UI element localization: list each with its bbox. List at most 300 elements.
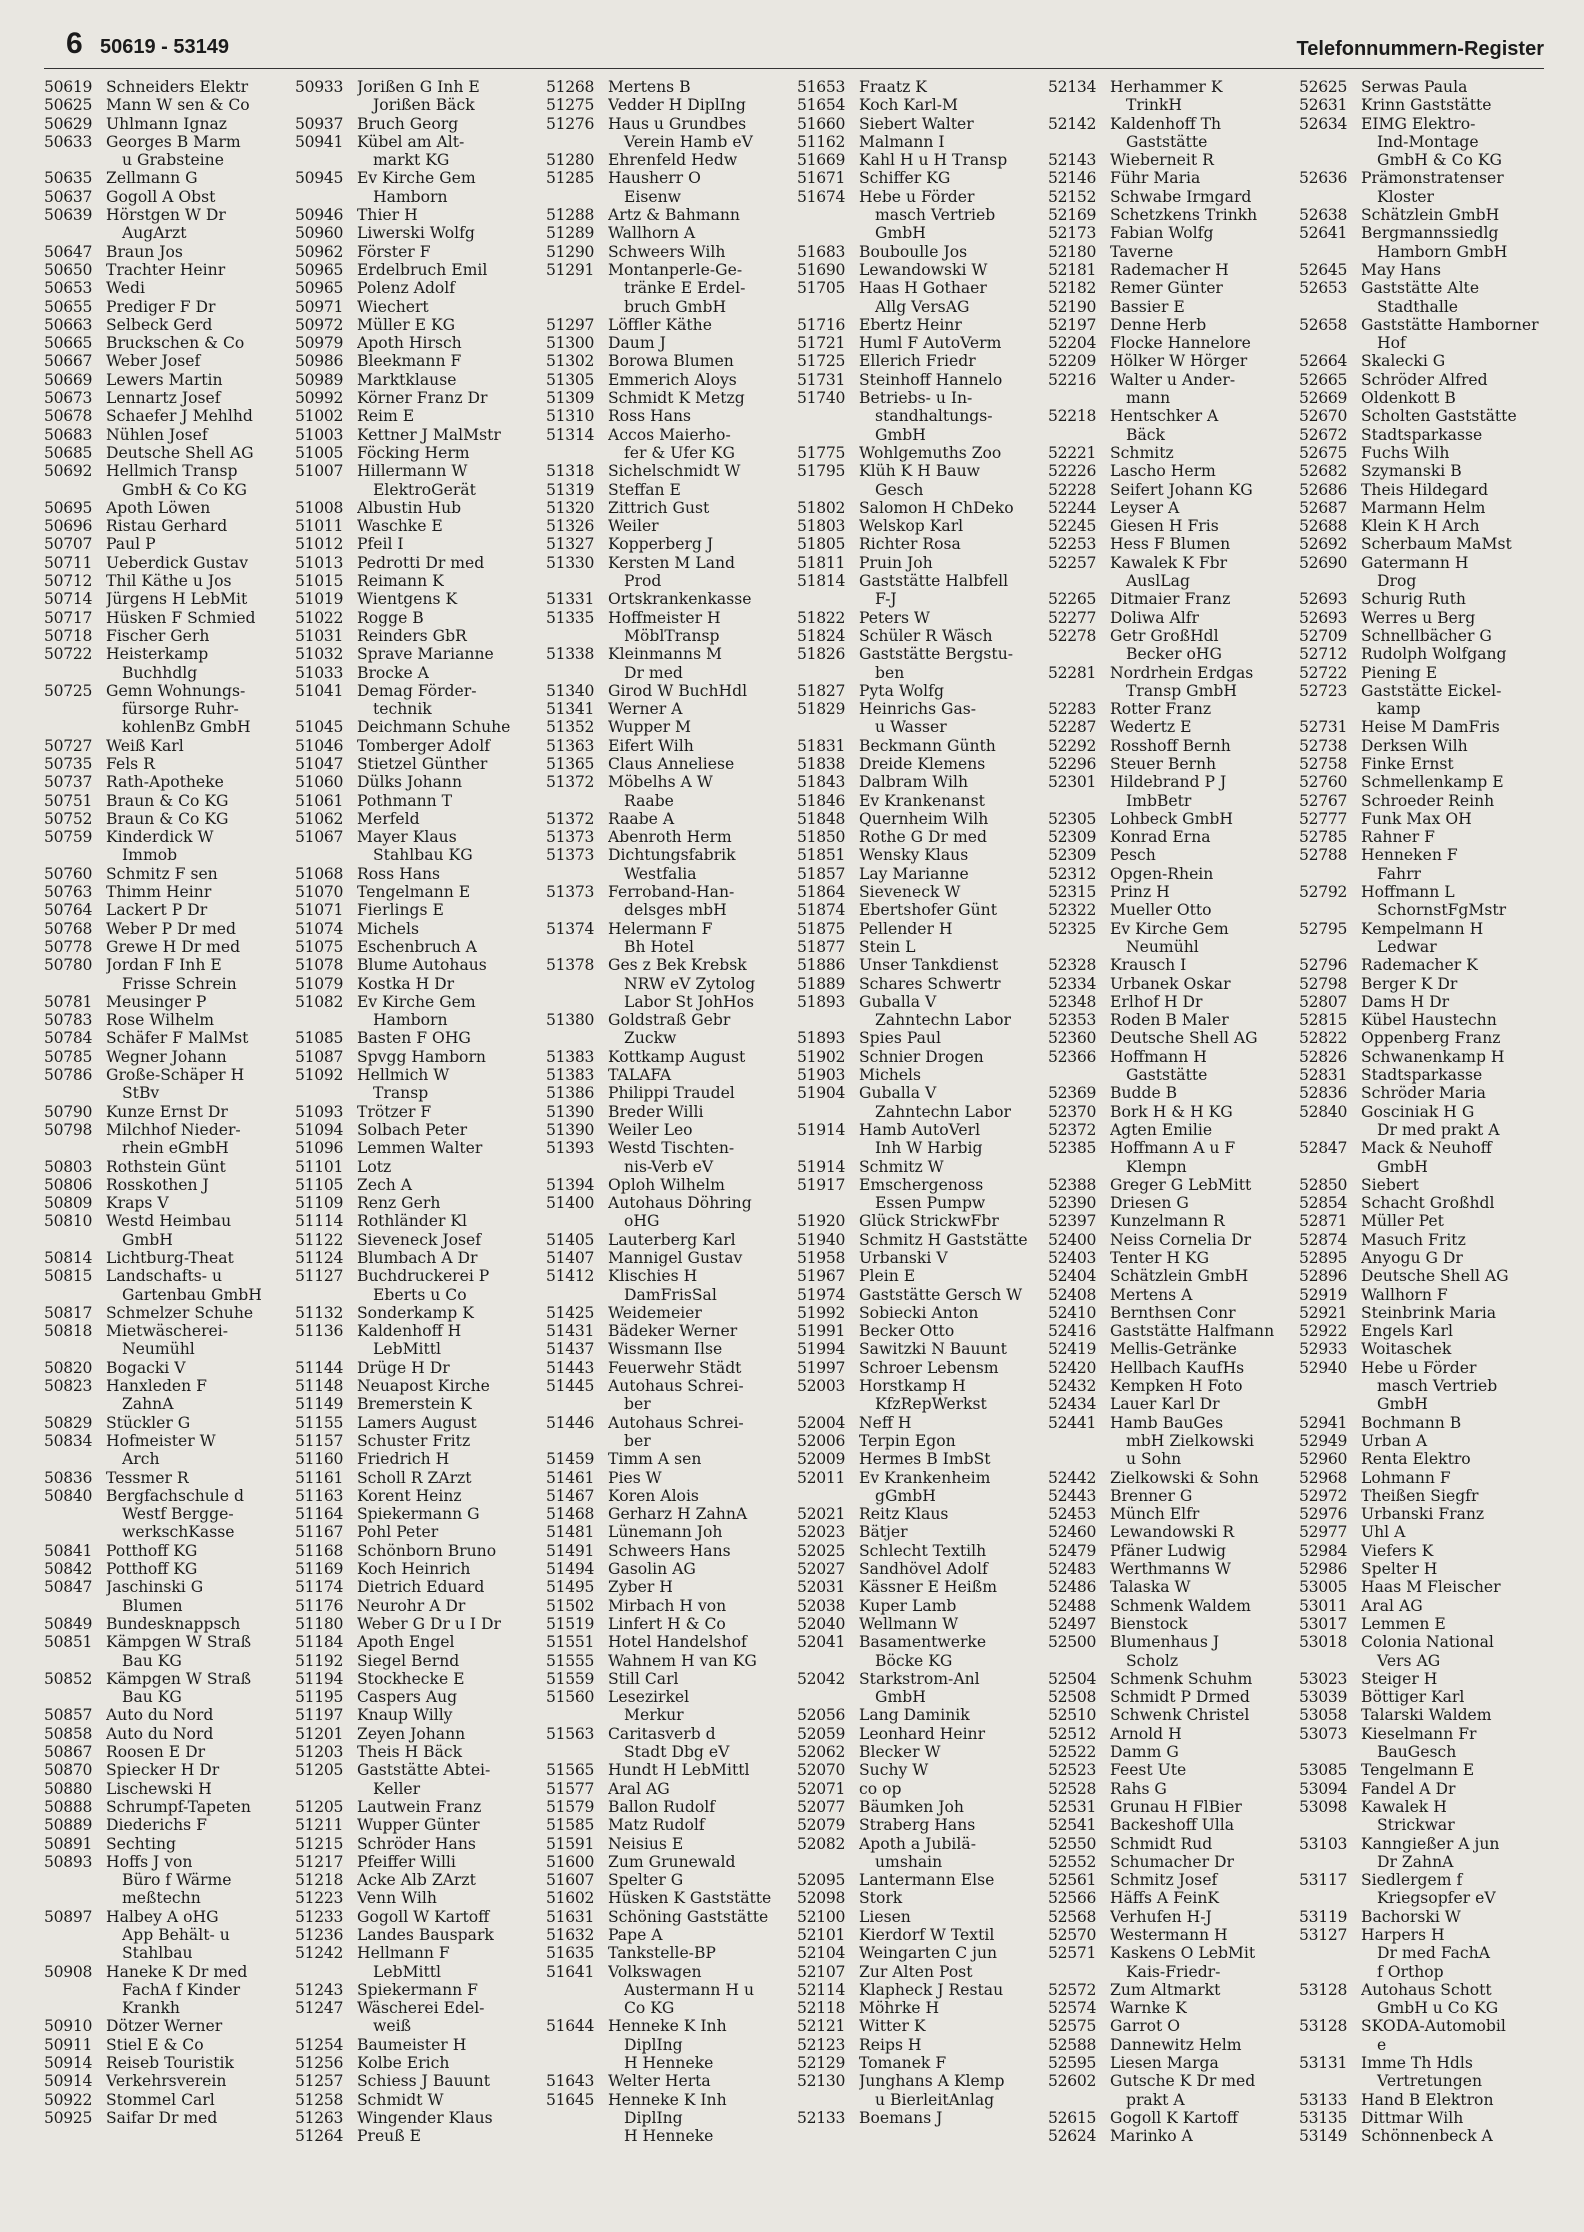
- directory-entry: [797, 1652, 1042, 1670]
- directory-entry: [797, 1249, 1042, 1267]
- phone-number: 51078: [295, 956, 344, 975]
- directory-entry: [44, 2017, 289, 2035]
- phone-number: 50914: [44, 2072, 93, 2091]
- directory-entry: [797, 1578, 1042, 1596]
- phone-number: 52822: [1299, 1029, 1348, 1048]
- directory-entry: [44, 279, 289, 297]
- subscriber-name: Remer Günter: [1110, 279, 1223, 298]
- subscriber-name: Aral AG: [1361, 1596, 1423, 1615]
- phone-number: 50962: [295, 242, 344, 261]
- directory-entry: [1299, 1395, 1544, 1413]
- phone-number: 51335: [546, 608, 595, 627]
- subscriber-name: Schetzkens Trinkh: [1110, 206, 1258, 225]
- subscriber-name: Auto du Nord: [106, 1706, 214, 1725]
- phone-number: 51184: [295, 1633, 344, 1652]
- subscriber-name: Bremerstein K: [357, 1395, 472, 1414]
- phone-number: 50925: [44, 2108, 93, 2127]
- directory-entry: [295, 1121, 540, 1139]
- phone-number: 51660: [797, 114, 846, 133]
- directory-entry: [1048, 975, 1293, 993]
- phone-number: [797, 481, 859, 499]
- directory-entry: [546, 810, 791, 828]
- phone-number: 52522: [1048, 1743, 1097, 1762]
- directory-entry: [1299, 1761, 1544, 1779]
- directory-entry: [797, 1816, 1042, 1834]
- directory-entry: [44, 1743, 289, 1761]
- directory-entry: [1048, 1944, 1293, 1962]
- subscriber-name: Lackert P Dr: [106, 901, 208, 920]
- directory-entry: [546, 2127, 791, 2145]
- subscriber-name-continuation: Westfalia: [624, 864, 697, 883]
- phone-number: 52488: [1048, 1596, 1097, 1615]
- directory-entry: [44, 627, 289, 645]
- phone-number: 50653: [44, 279, 93, 298]
- directory-entry: [295, 1798, 540, 1816]
- directory-entry: [295, 755, 540, 773]
- directory-entry: [797, 1377, 1042, 1395]
- directory-entry: [1299, 481, 1544, 499]
- subscriber-name: Wegner Johann: [106, 1047, 227, 1066]
- phone-number: 51149: [295, 1395, 344, 1414]
- subscriber-name: Rothländer Kl: [357, 1212, 468, 1231]
- subscriber-name: Kersten M Land: [608, 553, 736, 572]
- directory-entry: [295, 1267, 540, 1285]
- subscriber-name: Richter Rosa: [859, 535, 961, 554]
- subscriber-name-continuation: Labor St JohHos: [624, 992, 755, 1011]
- subscriber-name: Kaskens O LebMit: [1110, 1944, 1256, 1963]
- subscriber-name: Schätzlein GmbH: [1361, 206, 1500, 225]
- subscriber-name: Klein K H Arch: [1361, 517, 1480, 536]
- directory-entry: [295, 1286, 540, 1304]
- phone-number: 51740: [797, 389, 846, 408]
- directory-entry: [797, 517, 1042, 535]
- directory-entry: [295, 1103, 540, 1121]
- phone-number: 52190: [1048, 297, 1097, 316]
- phone-number: [1048, 645, 1110, 663]
- subscriber-name: Unser Tankdienst: [859, 956, 999, 975]
- subscriber-name-continuation: Hof: [1377, 334, 1406, 353]
- phone-number: 50619: [44, 78, 93, 96]
- phone-number: 52796: [1299, 956, 1348, 975]
- phone-number: 52420: [1048, 1358, 1097, 1377]
- subscriber-name-continuation: StBv: [122, 1084, 160, 1103]
- subscriber-name: Erlhof H Dr: [1110, 992, 1203, 1011]
- phone-number: 52795: [1299, 919, 1348, 938]
- directory-entry: [1299, 206, 1544, 224]
- directory-entry: [546, 1322, 791, 1340]
- subscriber-name: Theißen Siegfr: [1361, 1486, 1479, 1505]
- directory-entry: [1299, 554, 1544, 572]
- phone-number: 50852: [44, 1669, 93, 1688]
- subscriber-name: Gogoll K Kartoff: [1110, 2108, 1238, 2127]
- phone-number: [44, 1139, 106, 1157]
- subscriber-name-continuation: GmbH: [1377, 1157, 1428, 1176]
- phone-number: 51877: [797, 937, 846, 956]
- subscriber-name: Koch Karl-M: [859, 96, 958, 115]
- phone-number: 51105: [295, 1175, 344, 1194]
- phone-number: 51136: [295, 1322, 344, 1341]
- phone-number: 51192: [295, 1651, 344, 1670]
- subscriber-name: Knaup Willy: [357, 1706, 453, 1725]
- phone-number: [1299, 133, 1361, 151]
- phone-number: 51217: [295, 1852, 344, 1871]
- phone-number: 52933: [1299, 1340, 1348, 1359]
- directory-entry: [546, 279, 791, 297]
- subscriber-name: Weingarten C jun: [859, 1944, 998, 1963]
- directory-entry: [797, 1359, 1042, 1377]
- directory-entry: [1299, 938, 1544, 956]
- phone-number: 51902: [797, 1047, 846, 1066]
- subscriber-name-continuation: Blumen: [122, 1596, 183, 1615]
- subscriber-name-continuation: Stadthalle: [1377, 297, 1459, 316]
- phone-number: 52738: [1299, 736, 1348, 755]
- directory-entry: [546, 261, 791, 279]
- subscriber-name: Denne Herb: [1110, 315, 1207, 334]
- directory-entry: [546, 1304, 791, 1322]
- subscriber-name: Dalbram Wilh: [859, 773, 969, 792]
- phone-number: [44, 1340, 106, 1358]
- phone-number: 52348: [1048, 992, 1097, 1011]
- directory-entry: [546, 901, 791, 919]
- subscriber-name-continuation: Allg VersAG: [875, 297, 970, 316]
- phone-number: 51258: [295, 2090, 344, 2109]
- subscriber-name: Kübel Haustechn: [1361, 1011, 1497, 1030]
- phone-number: [546, 2109, 608, 2127]
- directory-entry: [44, 517, 289, 535]
- subscriber-name: Hentschker A: [1110, 407, 1219, 426]
- phone-number: 50768: [44, 919, 93, 938]
- phone-number: 50945: [295, 169, 344, 188]
- phone-number: 50806: [44, 1175, 93, 1194]
- phone-number: 50910: [44, 2017, 93, 2036]
- subscriber-name: Große-Schäper H: [106, 1066, 245, 1085]
- subscriber-name-continuation: GmbH & Co KG: [122, 480, 248, 499]
- directory-entry: [1048, 1889, 1293, 1907]
- subscriber-name: Krinn Gaststätte: [1361, 96, 1492, 115]
- phone-number: [797, 1011, 859, 1029]
- subscriber-name: Hüsken K Gaststätte: [608, 1889, 772, 1908]
- subscriber-name: Müller Pet: [1361, 1212, 1444, 1231]
- phone-number: 50914: [44, 2054, 93, 2073]
- directory-entry: [797, 298, 1042, 316]
- phone-number: 51380: [546, 1011, 595, 1030]
- phone-number: 51889: [797, 974, 846, 993]
- directory-entry: [1299, 718, 1544, 736]
- directory-entry: [1299, 682, 1544, 700]
- directory-entry: [44, 1889, 289, 1907]
- subscriber-name: Autohaus Schott: [1361, 1980, 1492, 1999]
- phone-number: 51671: [797, 169, 846, 188]
- phone-number: 51632: [546, 1925, 595, 1944]
- phone-number: 52031: [797, 1578, 846, 1597]
- subscriber-name: Tankstelle-BP: [608, 1944, 716, 1963]
- directory-entry: [1048, 115, 1293, 133]
- subscriber-name: Bouboulle Jos: [859, 242, 968, 261]
- subscriber-name: Roden B Maler: [1110, 1011, 1229, 1030]
- subscriber-name: Terpin Egon: [859, 1431, 956, 1450]
- directory-entry: [797, 1048, 1042, 1066]
- phone-number: 51314: [546, 425, 595, 444]
- phone-number: [1299, 938, 1361, 956]
- phone-number: 52152: [1048, 187, 1097, 206]
- phone-number: 51585: [546, 1816, 595, 1835]
- phone-number: 52523: [1048, 1761, 1097, 1780]
- subscriber-name: Mietwäscherei-: [106, 1322, 229, 1341]
- subscriber-name: Reips H: [859, 2035, 922, 2054]
- directory-entry: [1299, 2091, 1544, 2109]
- phone-number: 52040: [797, 1614, 846, 1633]
- phone-number: 51218: [295, 1871, 344, 1890]
- directory-entry: [797, 1304, 1042, 1322]
- subscriber-name-continuation: Frisse Schrein: [122, 974, 237, 993]
- directory-entry: [797, 883, 1042, 901]
- directory-entry: [797, 700, 1042, 718]
- subscriber-name: Koch Heinrich: [357, 1560, 471, 1579]
- directory-entry: [797, 1999, 1042, 2017]
- subscriber-name-continuation: mann: [1126, 389, 1171, 408]
- subscriber-name: Dülks Johann: [357, 773, 463, 792]
- subscriber-name: Sieveneck W: [859, 883, 961, 902]
- directory-entry: [1048, 682, 1293, 700]
- phone-number: 53023: [1299, 1669, 1348, 1688]
- directory-entry: [1048, 1761, 1293, 1779]
- subscriber-name-continuation: Co KG: [624, 1999, 675, 2018]
- subscriber-name: Korent Heinz: [357, 1486, 462, 1505]
- phone-number: [44, 1505, 106, 1523]
- directory-entry: [295, 1304, 540, 1322]
- subscriber-name: Steinbrink Maria: [1361, 1303, 1497, 1322]
- directory-entry: [1299, 1158, 1544, 1176]
- directory-entry: [1048, 1066, 1293, 1084]
- directory-entry: [44, 78, 289, 96]
- directory-entry: [44, 975, 289, 993]
- subscriber-name: Konrad Erna: [1110, 828, 1211, 847]
- directory-entry: [44, 1835, 289, 1853]
- subscriber-name: Heisterkamp: [106, 645, 209, 664]
- phone-number: 51831: [797, 736, 846, 755]
- phone-number: 52949: [1299, 1431, 1348, 1450]
- directory-entry: [1299, 1267, 1544, 1285]
- directory-entry: [1048, 609, 1293, 627]
- subscriber-name-continuation: standhaltungs-: [875, 407, 993, 426]
- phone-number: 51445: [546, 1377, 595, 1396]
- subscriber-name: Schmitz Josef: [1110, 1871, 1218, 1890]
- phone-number: 53005: [1299, 1578, 1348, 1597]
- phone-number: 50946: [295, 206, 344, 225]
- directory-entry: [44, 1304, 289, 1322]
- phone-number: 51082: [295, 992, 344, 1011]
- directory-entry: [797, 755, 1042, 773]
- phone-number: 51132: [295, 1303, 344, 1322]
- subscriber-name: Kieselmann Fr: [1361, 1724, 1477, 1743]
- subscriber-name: Löffler Käthe: [608, 315, 712, 334]
- phone-number: 52442: [1048, 1468, 1097, 1487]
- phone-number: 52403: [1048, 1249, 1097, 1267]
- directory-entry: [1299, 1048, 1544, 1066]
- directory-entry: [1299, 1084, 1544, 1102]
- subscriber-name: Pedrotti Dr med: [357, 553, 485, 572]
- phone-number: 51268: [546, 78, 595, 96]
- directory-entry: [546, 554, 791, 572]
- phone-number: 51857: [797, 864, 846, 883]
- directory-entry: [44, 792, 289, 810]
- directory-entry: [546, 700, 791, 718]
- subscriber-name: Lemmen Walter: [357, 1139, 483, 1158]
- phone-number: 52443: [1048, 1486, 1097, 1505]
- phone-number: 51075: [295, 937, 344, 956]
- directory-entry: [1048, 1121, 1293, 1139]
- phone-number: [295, 1963, 357, 1981]
- subscriber-name: Schäfer F MalMst: [106, 1029, 249, 1048]
- subscriber-name: Wellmann W: [859, 1614, 959, 1633]
- directory-entry: [44, 718, 289, 736]
- subscriber-name: Nühlen Josef: [106, 425, 208, 444]
- phone-number: 50639: [44, 206, 93, 225]
- phone-number: 51205: [295, 1797, 344, 1816]
- directory-entry: [44, 1615, 289, 1633]
- subscriber-name: Bergmannssiedlg: [1361, 224, 1499, 243]
- phone-number: 53127: [1299, 1925, 1348, 1944]
- directory-entry: [44, 1450, 289, 1468]
- phone-number: 52121: [797, 2017, 846, 2036]
- subscriber-name: Stadtsparkasse: [1361, 1066, 1483, 1085]
- phone-number: 51201: [295, 1724, 344, 1743]
- subscriber-name: Solbach Peter: [357, 1120, 468, 1139]
- directory-entry: [44, 572, 289, 590]
- directory-entry: [295, 371, 540, 389]
- subscriber-name: Schuster Fritz: [357, 1431, 471, 1450]
- subscriber-name: Piening E: [1361, 663, 1438, 682]
- directory-entry: [546, 1853, 791, 1871]
- directory-entry: [44, 938, 289, 956]
- phone-number: [797, 1652, 859, 1670]
- directory-entry: [797, 718, 1042, 736]
- subscriber-name: Hofmeister W: [106, 1431, 216, 1450]
- directory-entry: [1048, 2072, 1293, 2090]
- subscriber-name: Suchy W: [859, 1761, 929, 1780]
- phone-number: 52372: [1048, 1120, 1097, 1139]
- directory-entry: [546, 133, 791, 151]
- subscriber-name: Pruin Joh: [859, 553, 933, 572]
- phone-number: 51094: [295, 1120, 344, 1139]
- subscriber-name: Uhlmann Ignaz: [106, 114, 227, 133]
- subscriber-name: Kolbe Erich: [357, 2054, 450, 2073]
- subscriber-name: Apoth Hirsch: [357, 334, 462, 353]
- subscriber-name: Emschergenoss: [859, 1175, 984, 1194]
- subscriber-name-continuation: oHG: [624, 1212, 660, 1231]
- phone-number: 50783: [44, 1011, 93, 1030]
- phone-number: 51674: [797, 187, 846, 206]
- directory-entry: [44, 1853, 289, 1871]
- phone-number: 52690: [1299, 553, 1348, 572]
- directory-entry: [44, 590, 289, 608]
- phone-number: 51247: [295, 1999, 344, 2018]
- subscriber-name-continuation: kohlenBz GmbH: [122, 718, 251, 737]
- phone-number: 51067: [295, 828, 344, 847]
- directory-entry: [1048, 810, 1293, 828]
- phone-number: 51803: [797, 517, 846, 536]
- subscriber-name-continuation: Scholz: [1126, 1651, 1179, 1670]
- directory-entry: [797, 1158, 1042, 1176]
- phone-number: 51669: [797, 151, 846, 170]
- phone-number: 52181: [1048, 260, 1097, 279]
- subscriber-name: Lewandowski R: [1110, 1523, 1235, 1542]
- directory-entry: [546, 1761, 791, 1779]
- phone-number: 51494: [546, 1560, 595, 1579]
- phone-number: 50637: [44, 187, 93, 206]
- subscriber-name: Paul P: [106, 535, 156, 554]
- phone-number: 51446: [546, 1413, 595, 1432]
- directory-entry: [797, 572, 1042, 590]
- subscriber-name: Gosciniak H G: [1361, 1102, 1475, 1121]
- phone-number: 51114: [295, 1212, 344, 1231]
- directory-entry: [546, 1249, 791, 1267]
- directory-entry: [295, 1670, 540, 1688]
- directory-entry: [1299, 298, 1544, 316]
- directory-entry: [295, 2109, 540, 2127]
- directory-entry: [1299, 517, 1544, 535]
- phone-number: 51046: [295, 736, 344, 755]
- phone-number: 53149: [1299, 2127, 1348, 2146]
- phone-number: 52968: [1299, 1468, 1348, 1487]
- subscriber-name: Führ Maria: [1110, 169, 1201, 188]
- subscriber-name: Weber Josef: [106, 352, 201, 371]
- phone-number: [546, 298, 608, 316]
- phone-number: 50834: [44, 1431, 93, 1450]
- subscriber-name: Trachter Heinr: [106, 260, 226, 279]
- directory-entry: [44, 609, 289, 627]
- directory-entry: [1299, 2036, 1544, 2054]
- directory-entry: [797, 1469, 1042, 1487]
- phone-number: 52693: [1299, 608, 1348, 627]
- phone-number: 52960: [1299, 1450, 1348, 1469]
- phone-number: 51579: [546, 1797, 595, 1816]
- subscriber-name: Stadtsparkasse: [1361, 425, 1483, 444]
- directory-entry: [1048, 920, 1293, 938]
- phone-number: 51211: [295, 1816, 344, 1835]
- subscriber-name-continuation: Inh W Harbig: [875, 1139, 983, 1158]
- subscriber-name: Haas H Gothaer: [859, 279, 987, 298]
- subscriber-name: Renta Elektro: [1361, 1450, 1471, 1469]
- phone-number: 52922: [1299, 1322, 1348, 1341]
- directory-column: [1299, 78, 1544, 2212]
- subscriber-name: Finke Ernst: [1361, 754, 1454, 773]
- directory-entry: [546, 517, 791, 535]
- directory-entry: [295, 938, 540, 956]
- phone-number: 52550: [1048, 1834, 1097, 1853]
- directory-entry: [44, 773, 289, 791]
- subscriber-name: Dittmar Wilh: [1361, 2108, 1464, 2127]
- subscriber-name: Schmitz: [1110, 443, 1174, 462]
- subscriber-name: Rosshoff Bernh: [1110, 736, 1231, 755]
- directory-entry: [797, 2109, 1042, 2127]
- subscriber-name: Aral AG: [608, 1779, 670, 1798]
- phone-number: 50785: [44, 1047, 93, 1066]
- subscriber-name: Sichelschmidt W: [608, 462, 741, 481]
- subscriber-name: Quernheim Wilh: [859, 809, 989, 828]
- phone-number: 51373: [546, 846, 595, 865]
- subscriber-name: Kanngießer A jun: [1361, 1834, 1500, 1853]
- subscriber-name-continuation: App Behält- u: [122, 1925, 230, 1944]
- phone-number: 52658: [1299, 315, 1348, 334]
- subscriber-name-continuation: GmbH: [875, 425, 926, 444]
- phone-number: 51412: [546, 1267, 595, 1286]
- phone-number: 52353: [1048, 1011, 1097, 1030]
- subscriber-name: Harpers H: [1361, 1925, 1445, 1944]
- directory-entry: [295, 279, 540, 297]
- subscriber-name: Trötzer F: [357, 1102, 432, 1121]
- phone-number: 51560: [546, 1688, 595, 1707]
